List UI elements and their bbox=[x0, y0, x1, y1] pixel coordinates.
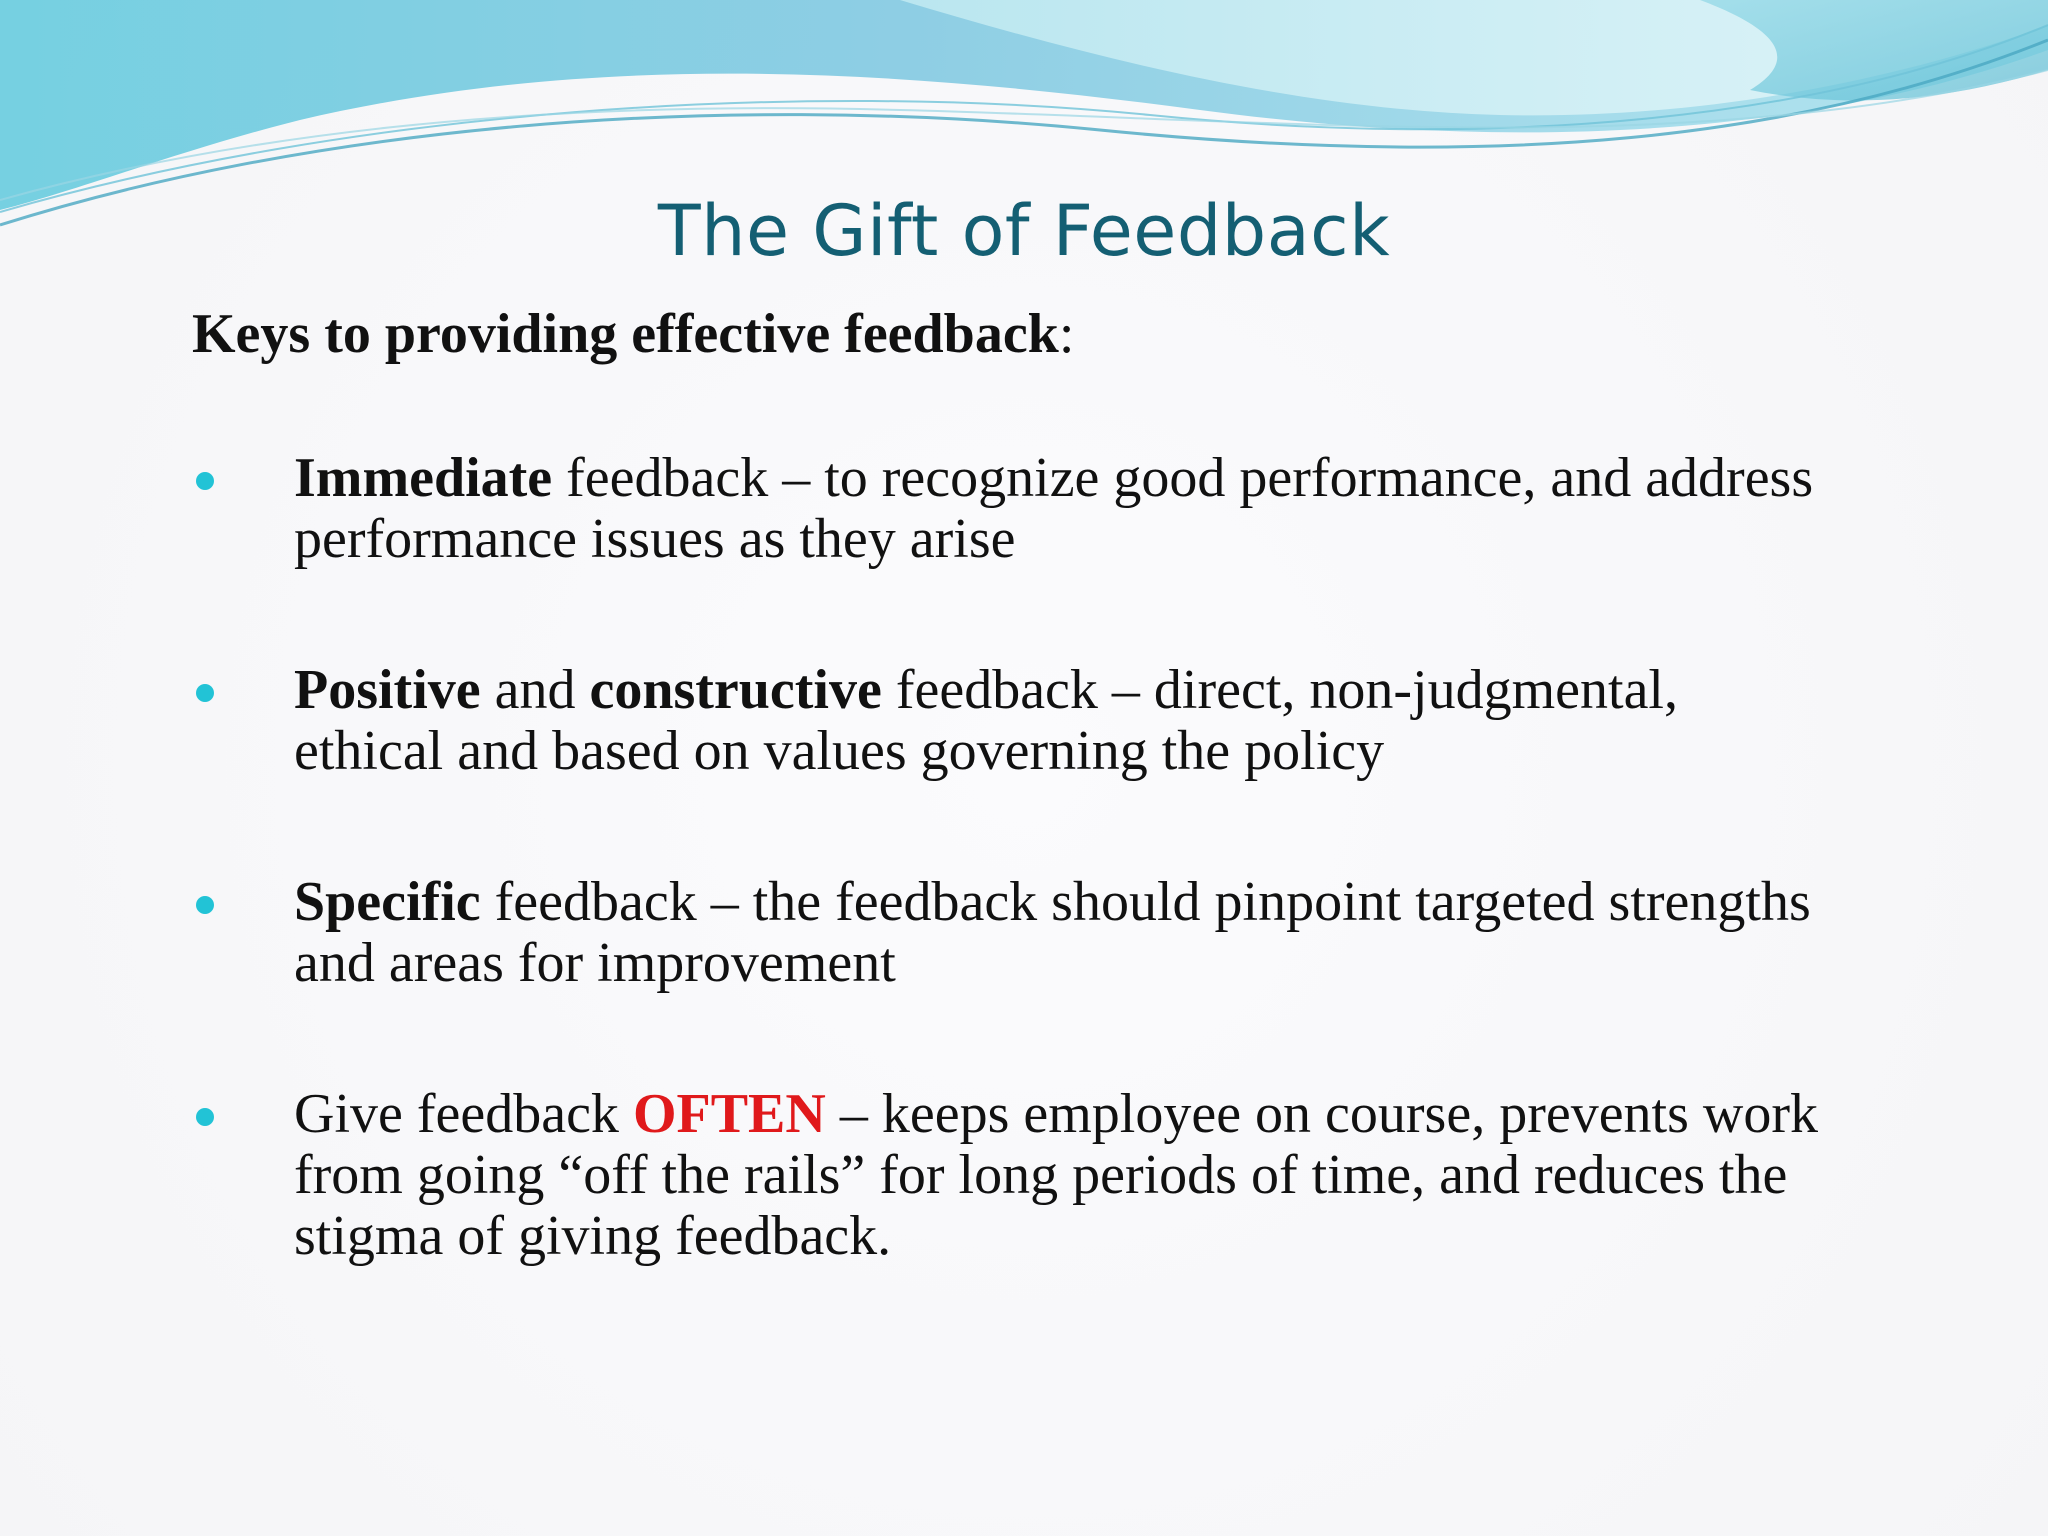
bullet-keyword: Immediate bbox=[294, 447, 553, 509]
bullet-positive-constructive bbox=[192, 660, 1832, 782]
bullet-text: feedback – the feedback should pinpoint targeted strengths and areas for improvement bbox=[294, 871, 1811, 994]
bullet-immediate bbox=[192, 448, 1832, 570]
bullet-text: and bbox=[480, 659, 590, 721]
bullet-keyword: Specific bbox=[294, 871, 481, 933]
bullet-icon bbox=[196, 684, 214, 702]
bullet-icon bbox=[196, 472, 214, 490]
bullet-often bbox=[192, 1084, 1832, 1267]
bullet-keyword-often: OFTEN bbox=[632, 1083, 826, 1145]
subtitle-bold: Keys to providing effective feedback bbox=[192, 303, 1059, 365]
bullet-icon bbox=[196, 1108, 214, 1126]
slide-title: The Gift of Feedback bbox=[657, 190, 1391, 272]
bullet-text-2: feedback – direct, non-judgmental, ethical and based on values governing the policy bbox=[294, 659, 1678, 782]
bullet-specific bbox=[192, 872, 1832, 994]
bullet-text: – keeps employee on course, prevents work from going “off the rails” for long periods of time, and reduces the stigma of giving feedback. bbox=[294, 1083, 1818, 1267]
subtitle-colon: : bbox=[1058, 303, 1075, 365]
bullet-icon bbox=[196, 896, 214, 914]
slide-subtitle bbox=[192, 302, 1074, 366]
bullet-keyword: Positive bbox=[294, 659, 481, 721]
bullet-text: feedback – to recognize good performance, and address performance issues as they arise bbox=[294, 447, 1814, 570]
bullet-keyword-2: constructive bbox=[589, 659, 882, 721]
bullet-list bbox=[192, 448, 1832, 1357]
bullet-text-lead: Give feedback bbox=[294, 1083, 633, 1145]
